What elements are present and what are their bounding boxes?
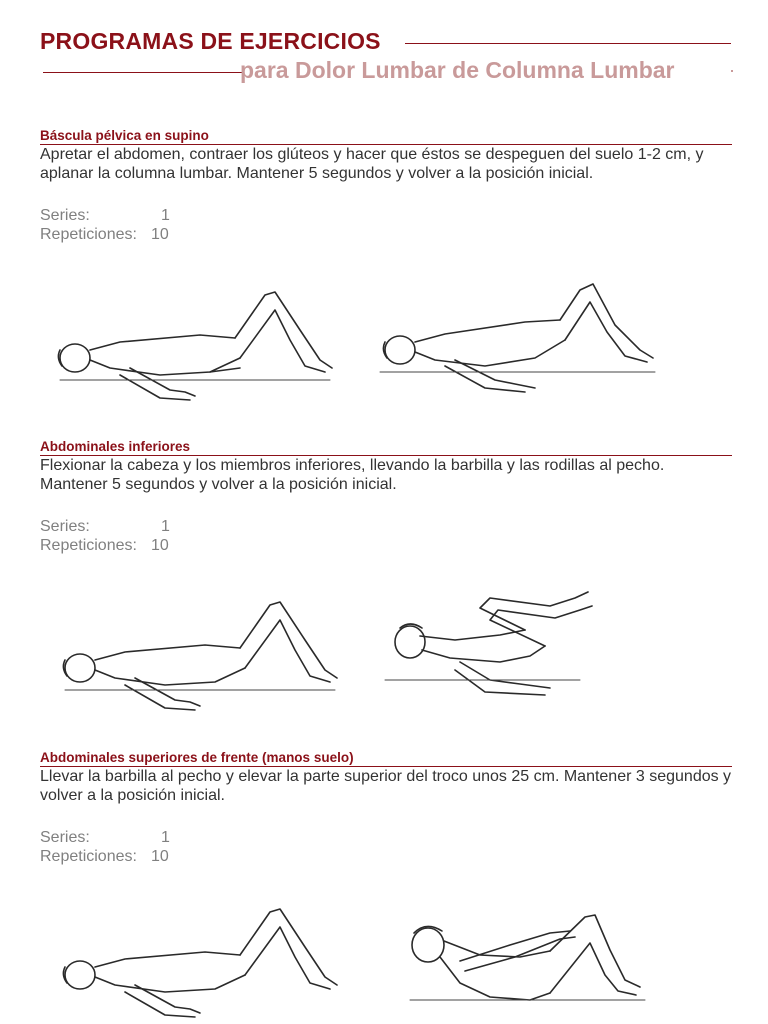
- reps-value: 10: [151, 226, 169, 243]
- subtitle-dot: [731, 70, 733, 72]
- page-title: PROGRAMAS DE EJERCICIOS: [40, 28, 381, 54]
- reps-value: 10: [151, 537, 169, 554]
- illustration-lying-knees-bent: [50, 280, 340, 410]
- series-value: 1: [161, 207, 170, 224]
- illustration-lying-knees-bent: [55, 900, 345, 1020]
- illustration-pelvic-tilt: [375, 270, 665, 400]
- illustration-crunch: [400, 905, 660, 1020]
- series-value: 1: [161, 829, 170, 846]
- series-value: 1: [161, 518, 170, 535]
- exercise-stats-2: [40, 517, 170, 555]
- illustration-knees-to-chest: [380, 580, 610, 710]
- exercise-description: Apretar el abdomen, contraer los glúteos y hacer que éstos se despeguen del suelo 1-2 cm, y aplanar la columna lumbar. Mantener 5 segundos y volver a la posición inicial.: [40, 146, 704, 182]
- exercise-title: Abdominales superiores de frente (manos suelo): [40, 750, 732, 767]
- reps-label: Repeticiones:: [40, 848, 137, 865]
- series-label: Series:: [40, 207, 90, 224]
- exercise-title: Abdominales inferiores: [40, 439, 732, 456]
- exercise-title: Báscula pélvica en supino: [40, 128, 732, 145]
- exercise-section-3: [40, 750, 732, 805]
- exercise-description: Flexionar la cabeza y los miembros inferiores, llevando la barbilla y las rodillas al pecho. Mantener 5 segundos y volver a la posición inicial.: [40, 457, 665, 493]
- subtitle-rule: [43, 72, 243, 73]
- reps-value: 10: [151, 848, 169, 865]
- reps-label: Repeticiones:: [40, 537, 137, 554]
- title-rule: [405, 43, 731, 44]
- illustration-lying-knees-bent: [55, 590, 345, 720]
- series-label: Series:: [40, 518, 90, 535]
- exercise-description: Llevar la barbilla al pecho y elevar la parte superior del troco unos 25 cm. Mantener 3 segundos y volver a la posición inicial.: [40, 768, 732, 804]
- series-label: Series:: [40, 829, 90, 846]
- page-subtitle: para Dolor Lumbar de Columna Lumbar: [240, 57, 675, 83]
- exercise-section-1: [40, 128, 732, 183]
- reps-label: Repeticiones:: [40, 226, 137, 243]
- exercise-stats-3: [40, 828, 170, 866]
- exercise-section-2: [40, 439, 732, 494]
- exercise-stats-1: [40, 206, 170, 244]
